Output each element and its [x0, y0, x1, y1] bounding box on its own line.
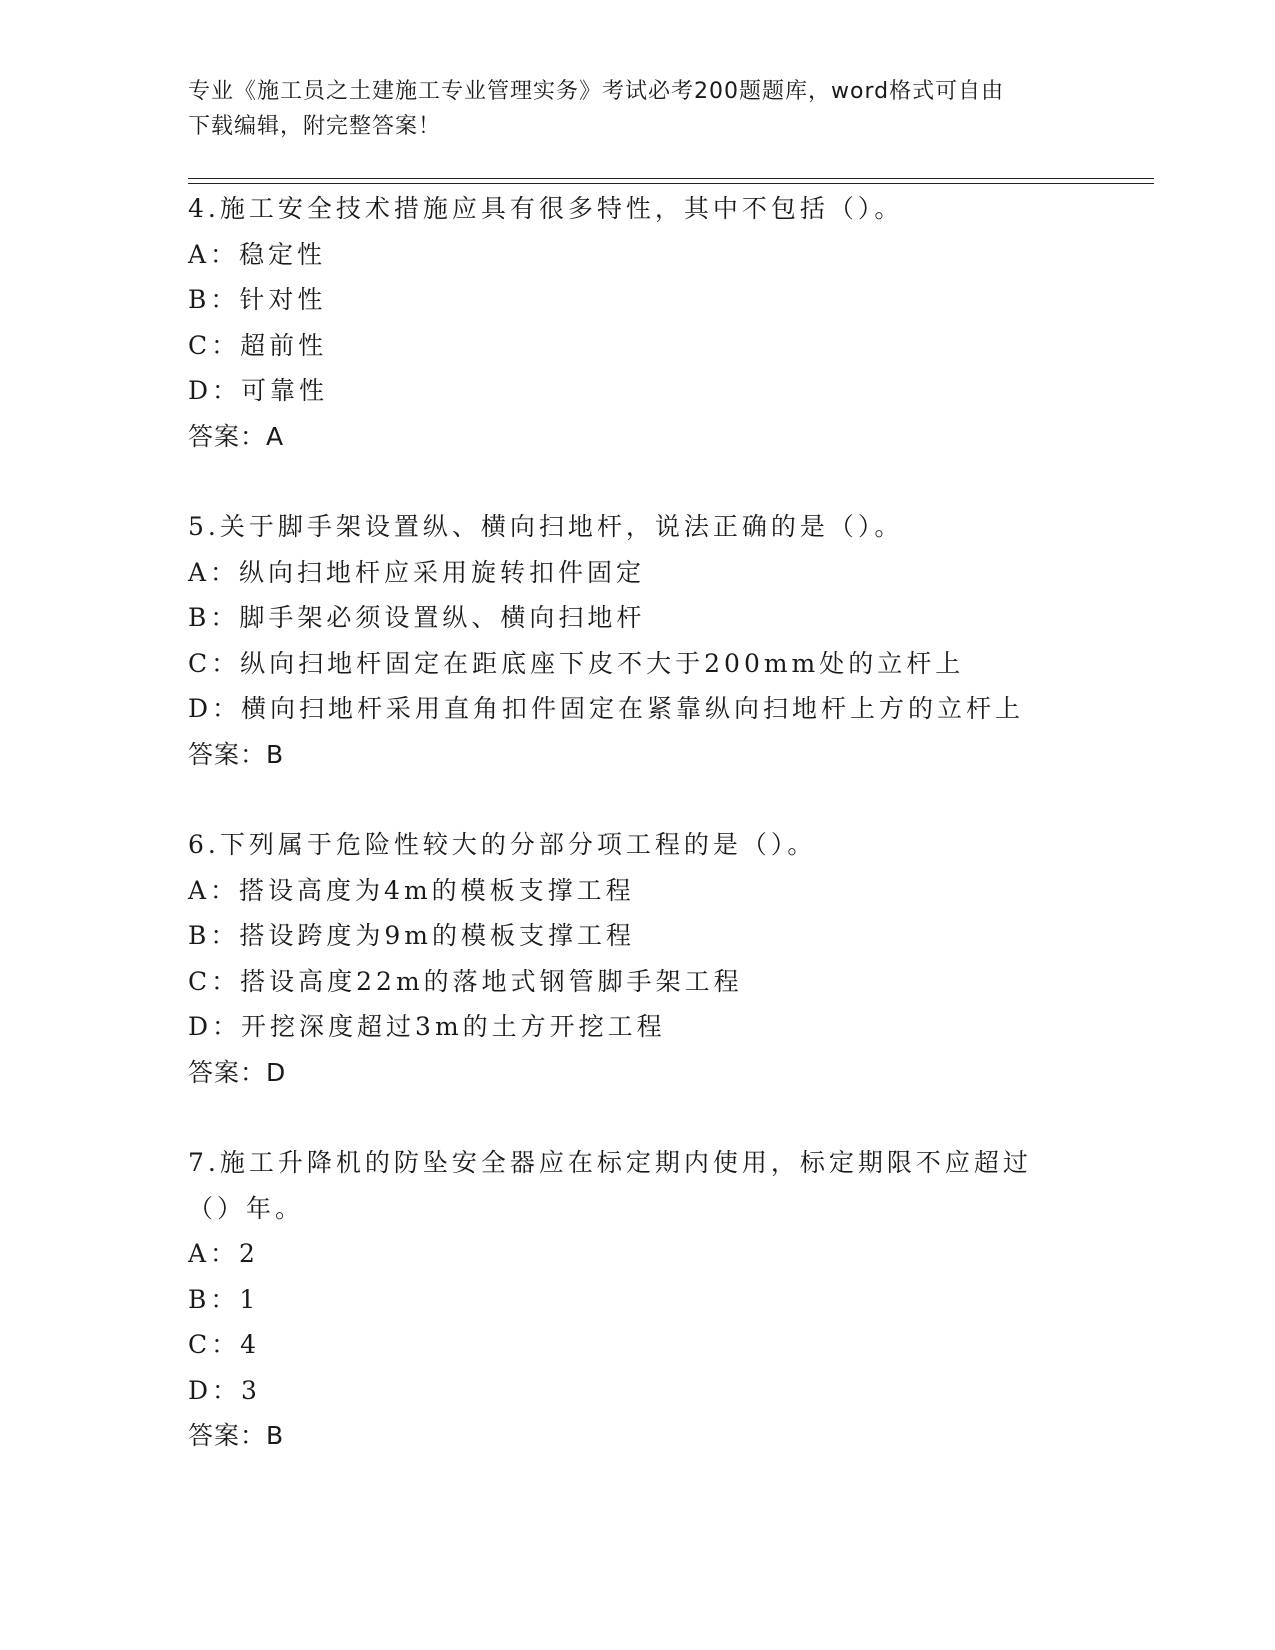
question-stem: 5.关于脚手架设置纵、横向扫地杆，说法正确的是（）。	[188, 512, 904, 541]
header-divider	[188, 178, 1154, 184]
option-c: C：纵向扫地杆固定在距底座下皮不大于200mm处的立杆上	[188, 648, 965, 678]
option-d: D：横向扫地杆采用直角扣件固定在紧靠纵向扫地杆上方的立杆上	[188, 694, 1025, 723]
option-c: C：4	[188, 1330, 261, 1359]
question-stem: 4.施工安全技术措施应具有很多特性，其中不包括（）。	[188, 194, 904, 223]
answer-line: 答案：B	[188, 739, 285, 769]
question-7	[188, 1140, 1088, 1459]
header-line-2: 下载编辑，附完整答案！	[188, 114, 442, 139]
option-b: B：1	[188, 1284, 260, 1314]
option-a: A：纵向扫地杆应采用旋转扣件固定	[188, 557, 646, 587]
option-b: B：针对性	[188, 285, 327, 314]
option-a: A：稳定性	[188, 239, 327, 269]
option-c: C：超前性	[188, 330, 328, 360]
question-5	[188, 504, 1088, 777]
option-b: B：脚手架必须设置纵、横向扫地杆	[188, 603, 646, 632]
option-d: D：可靠性	[188, 376, 329, 405]
option-b: B：搭设跨度为9m的模板支撑工程	[188, 921, 635, 950]
option-a: A：搭设高度为4m的模板支撑工程	[188, 875, 635, 905]
header-line-1: 专业《施工员之土建施工专业管理实务》考试必考200题题库，word格式可自由	[188, 79, 1005, 104]
question-list	[188, 186, 1088, 1504]
answer-line: 答案：A	[188, 421, 285, 451]
option-d: D：开挖深度超过3m的土方开挖工程	[188, 1012, 666, 1041]
answer-line: 答案：D	[188, 1057, 287, 1087]
document-header	[188, 74, 1088, 144]
option-a: A：2	[188, 1239, 259, 1268]
question-4	[188, 186, 1088, 459]
question-stem: 6.下列属于危险性较大的分部分项工程的是（）。	[188, 830, 817, 859]
option-c: C：搭设高度22m的落地式钢管脚手架工程	[188, 966, 743, 996]
question-stem: 7.施工升降机的防坠安全器应在标定期内使用，标定期限不应超过（）年。	[188, 1148, 1032, 1223]
option-d: D：3	[188, 1375, 261, 1405]
question-6	[188, 822, 1088, 1095]
answer-line: 答案：B	[188, 1421, 285, 1450]
